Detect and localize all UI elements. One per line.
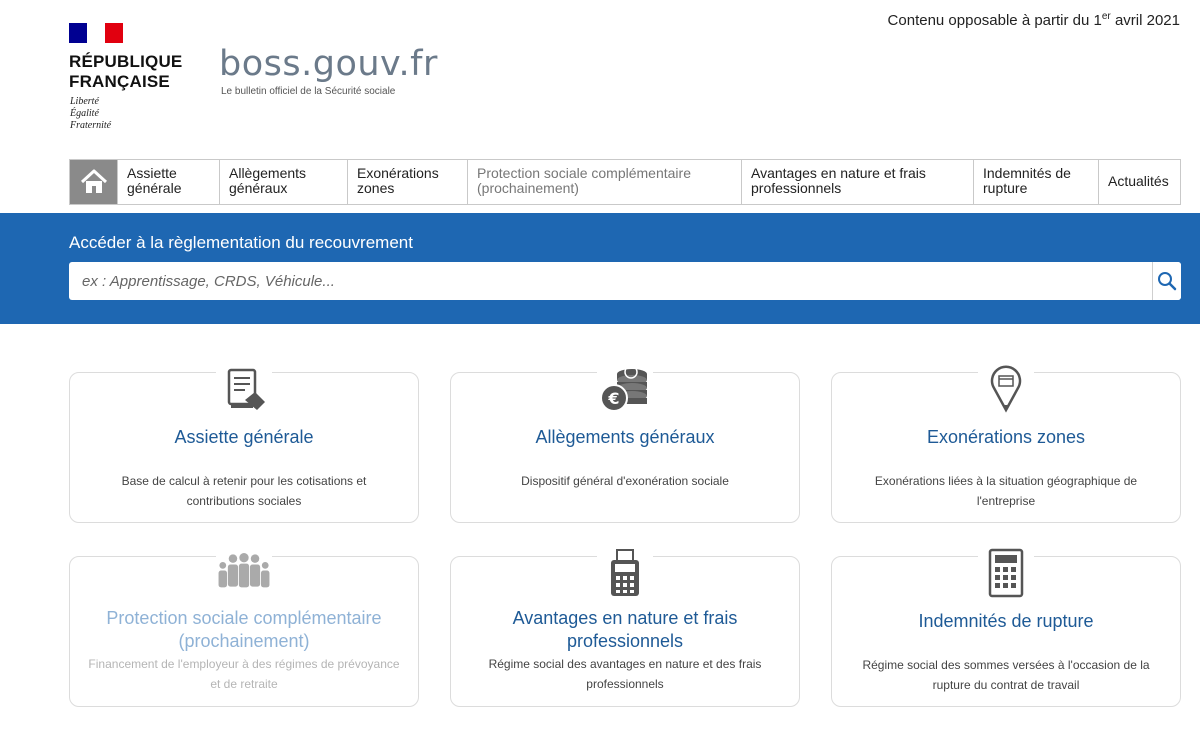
card-description xyxy=(456,654,794,694)
devise xyxy=(70,96,111,132)
card-title-line: Avantages en nature et frais xyxy=(512,608,738,628)
card-avantages-nature[interactable] xyxy=(450,556,800,707)
nav-item-label: professionnels xyxy=(751,180,842,196)
card-desc-line: contributions sociales xyxy=(186,494,302,508)
nav-item-label: Actualités xyxy=(1108,173,1169,189)
card-description xyxy=(862,471,1150,511)
main-nav xyxy=(69,159,1181,205)
svg-text:€: € xyxy=(608,389,620,408)
card-title: Allègements généraux xyxy=(535,427,715,447)
site-subtitle: Le bulletin officiel de la Sécurité sociale xyxy=(221,86,396,97)
card-desc-line: Dispositif général d'exonération sociale xyxy=(521,474,729,488)
card-desc-line: Base de calcul à retenir pour les cotisations et xyxy=(121,474,367,488)
card-desc-line: l'entreprise xyxy=(976,494,1036,508)
card-description xyxy=(862,655,1150,695)
card-description xyxy=(75,654,413,694)
nav-item-allegements-generaux[interactable] xyxy=(219,160,347,204)
card-title-line: professionnels xyxy=(566,631,684,651)
nav-item-label: (prochainement) xyxy=(477,180,579,196)
card-title: Indemnités de rupture xyxy=(918,611,1094,631)
nav-item-label: Protection sociale complémentaire xyxy=(477,165,691,181)
site-header xyxy=(0,0,1200,150)
republique-francaise-logo[interactable] xyxy=(69,52,182,92)
payment-terminal-icon xyxy=(597,547,653,599)
nav-item-label: zones xyxy=(357,180,395,196)
nav-item-label: Indemnités de xyxy=(983,165,1071,181)
card-title xyxy=(461,607,789,653)
card-exonerations-zones[interactable] xyxy=(831,372,1181,523)
card-desc-line: et de retraite xyxy=(210,677,278,691)
notice-sup: er xyxy=(1101,11,1111,22)
nav-item-assiette-generale[interactable] xyxy=(117,160,219,204)
euro-coins-icon xyxy=(597,363,653,415)
card-title-line: (prochainement) xyxy=(178,631,310,651)
card-protection-sociale[interactable] xyxy=(69,556,419,707)
nav-item-label: Exonérations xyxy=(357,165,439,181)
calculator-icon xyxy=(978,547,1034,599)
map-pin-icon xyxy=(978,363,1034,415)
devise-liberte: Liberté xyxy=(70,96,99,107)
nav-item-label: Avantages en nature et frais xyxy=(751,165,926,181)
card-desc-line: rupture du contrat de travail xyxy=(932,678,1080,692)
search-box xyxy=(69,262,1181,300)
notice-suffix: avril 2021 xyxy=(1110,12,1180,29)
nav-item-avantages-nature[interactable] xyxy=(741,160,973,204)
card-desc-line: Exonérations liées à la situation géographique de xyxy=(874,474,1138,488)
site-title[interactable]: boss.gouv.fr xyxy=(219,44,438,84)
nav-home-button[interactable] xyxy=(70,160,117,204)
nav-item-label: Assiette xyxy=(127,165,177,181)
french-flag-logo[interactable] xyxy=(69,23,123,43)
card-desc-line: professionnels xyxy=(586,677,664,691)
home-icon xyxy=(79,168,109,196)
nav-item-actualites[interactable] xyxy=(1098,160,1180,204)
search-band xyxy=(0,213,1200,324)
search-icon xyxy=(1157,271,1177,291)
card-description xyxy=(481,471,769,491)
nav-item-label: rupture xyxy=(983,180,1028,196)
people-group-icon xyxy=(216,547,272,599)
search-button[interactable] xyxy=(1152,262,1181,300)
applicability-notice xyxy=(888,11,1180,29)
nav-item-indemnites-rupture[interactable] xyxy=(973,160,1098,204)
card-desc-line: Régime social des sommes versées à l'occasion de la xyxy=(862,658,1150,672)
card-title xyxy=(80,607,408,653)
card-title-line: Protection sociale complémentaire xyxy=(106,608,382,628)
card-assiette-generale[interactable] xyxy=(69,372,419,523)
nav-item-exonerations-zones[interactable] xyxy=(347,160,467,204)
devise-egalite: Égalité xyxy=(70,108,99,119)
document-hand-icon xyxy=(216,363,272,415)
search-input[interactable] xyxy=(69,262,1152,300)
card-description xyxy=(100,471,388,511)
card-allegements-generaux[interactable] xyxy=(450,372,800,523)
card-title: Exonérations zones xyxy=(926,427,1086,447)
republic-line2: FRANÇAISE xyxy=(69,72,170,91)
nav-item-protection-sociale[interactable] xyxy=(467,160,741,204)
card-desc-line: Financement de l'employeur à des régimes de prévoyance xyxy=(88,657,400,671)
nav-item-label: générale xyxy=(127,180,182,196)
devise-fraternite: Fraternité xyxy=(70,120,112,131)
nav-item-label: généraux xyxy=(229,180,288,196)
notice-prefix: Contenu opposable à partir du 1 xyxy=(887,12,1102,29)
search-title: Accéder à la règlementation du recouvrement xyxy=(69,233,413,252)
card-desc-line: Régime social des avantages en nature et des frais xyxy=(488,657,762,671)
card-title: Assiette générale xyxy=(174,427,314,447)
republic-line1: RÉPUBLIQUE xyxy=(69,52,183,71)
nav-item-label: Allègements xyxy=(229,165,307,181)
card-indemnites-rupture[interactable] xyxy=(831,556,1181,707)
